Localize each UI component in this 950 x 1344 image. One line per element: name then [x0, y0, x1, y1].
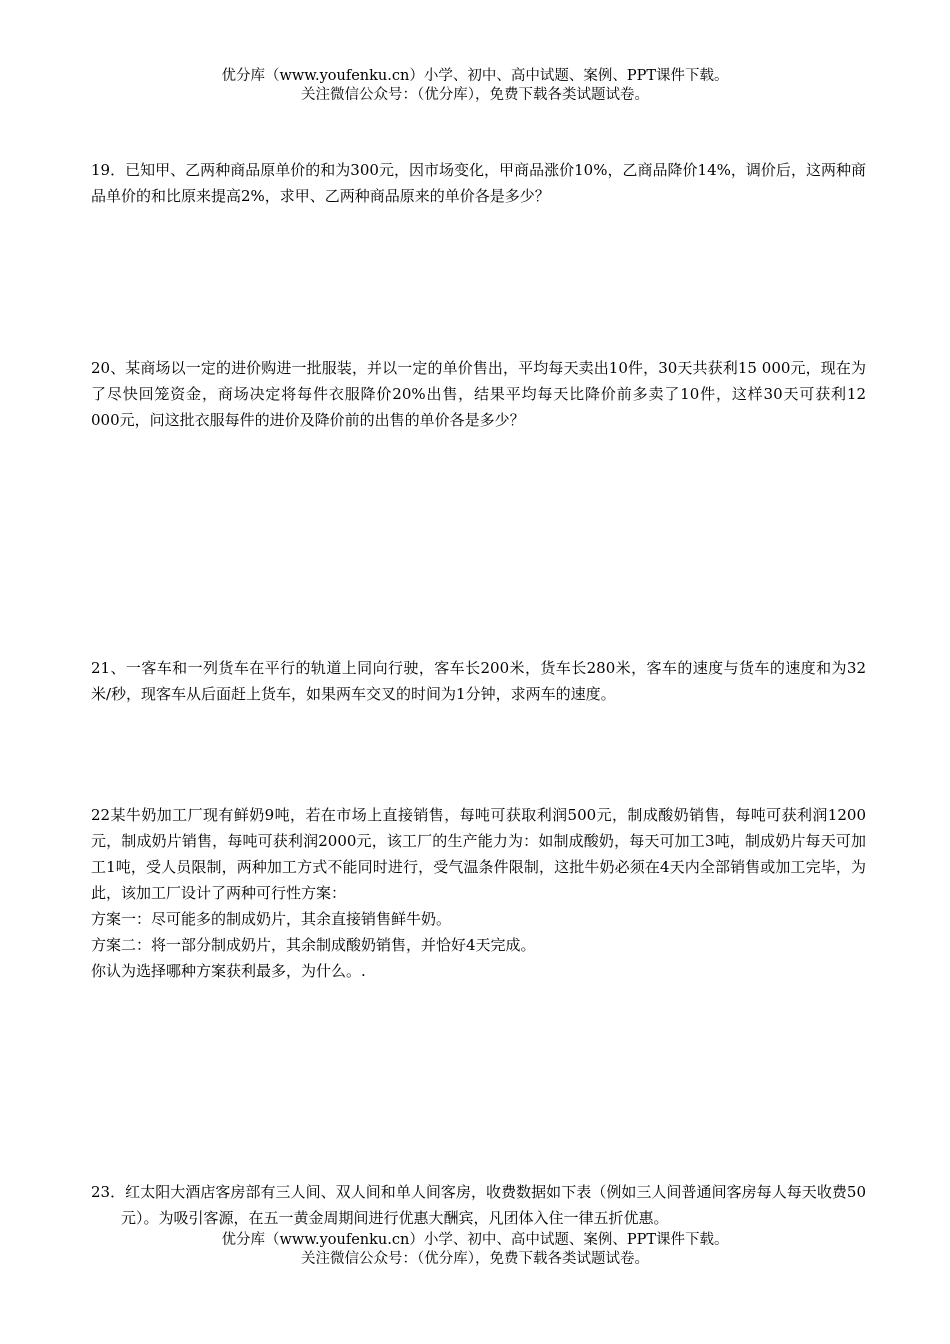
question-21 — [91, 655, 866, 707]
page-header — [0, 67, 950, 105]
page-footer — [0, 1231, 950, 1269]
footer-line-2: 关注微信公众号：（优分库），免费下载各类试题试卷。 — [301, 1251, 649, 1267]
header-line-1: 优分库（www.youfenku.cn）小学、初中、高中试题、案例、PPT课件下载。 — [221, 68, 729, 84]
question-19 — [91, 157, 866, 209]
question-22 — [91, 802, 866, 984]
footer-line-1: 优分库（www.youfenku.cn）小学、初中、高中试题、案例、PPT课件下载。 — [221, 1232, 729, 1248]
question-23 — [91, 1179, 866, 1231]
header-line-2: 关注微信公众号：（优分库），免费下载各类试题试卷。 — [301, 87, 649, 103]
question-21-text: 21、一客车和一列货车在平行的轨道上同向行驶，客车长200米，货车长280米，客车的速度与货车的速度和为32米/秒，现客车从后面赶上货车，如果两车交叉的时间为1分钟，求两车的速度。 — [91, 659, 866, 703]
question-23-text: 23．红太阳大酒店客房部有三人间、双人间和单人间客房，收费数据如下表（例如三人间普通间客房每人每天收费50元）。为吸引客源，在五一黄金周期间进行优惠大酬宾，凡团体入住一律五折优惠。 — [91, 1183, 866, 1227]
question-20 — [91, 355, 882, 433]
question-19-text: 19．已知甲、乙两种商品原单价的和为300元，因市场变化，甲商品涨价10%，乙商品降价14%，调价后，这两种商品单价的和比原来提高2%，求甲、乙两种商品原来的单价各是多少？ — [91, 161, 866, 205]
question-22-plan-2: 方案二：将一部分制成奶片，其余制成酸奶销售，并恰好4天完成。 — [91, 936, 536, 954]
question-22-ask: 你认为选择哪种方案获利最多，为什么。. — [91, 962, 366, 980]
question-22-stem: 22某牛奶加工厂现有鲜奶9吨，若在市场上直接销售，每吨可获取利润500元，制成酸奶销售，每吨可获利润1200元，制成奶片销售，每吨可获利润2000元，该工厂的生产能力为：如制成酸奶，每天可加工3吨，制成奶片每天可加工1吨，受人员限制，两种加工方式不能同时进行，受气温条件限制，这批牛奶必须在4天内全部销售或加工完毕，为此，该加工厂设计了两种可行性方案： — [91, 806, 866, 902]
question-22-plan-1: 方案一：尽可能多的制成奶片，其余直接销售鲜牛奶。 — [91, 910, 452, 928]
question-20-text: 20、某商场以一定的进价购进一批服装，并以一定的单价售出，平均每天卖出10件，30天共获利15 000元，现在为了尽快回笼资金，商场决定将每件衣服降价20%出售，结果平均每天比降价前多卖了10件，这样30天可获利12 000元，问这批衣服每件的进价及降价前的出售的单价各是多少？ — [91, 359, 882, 429]
